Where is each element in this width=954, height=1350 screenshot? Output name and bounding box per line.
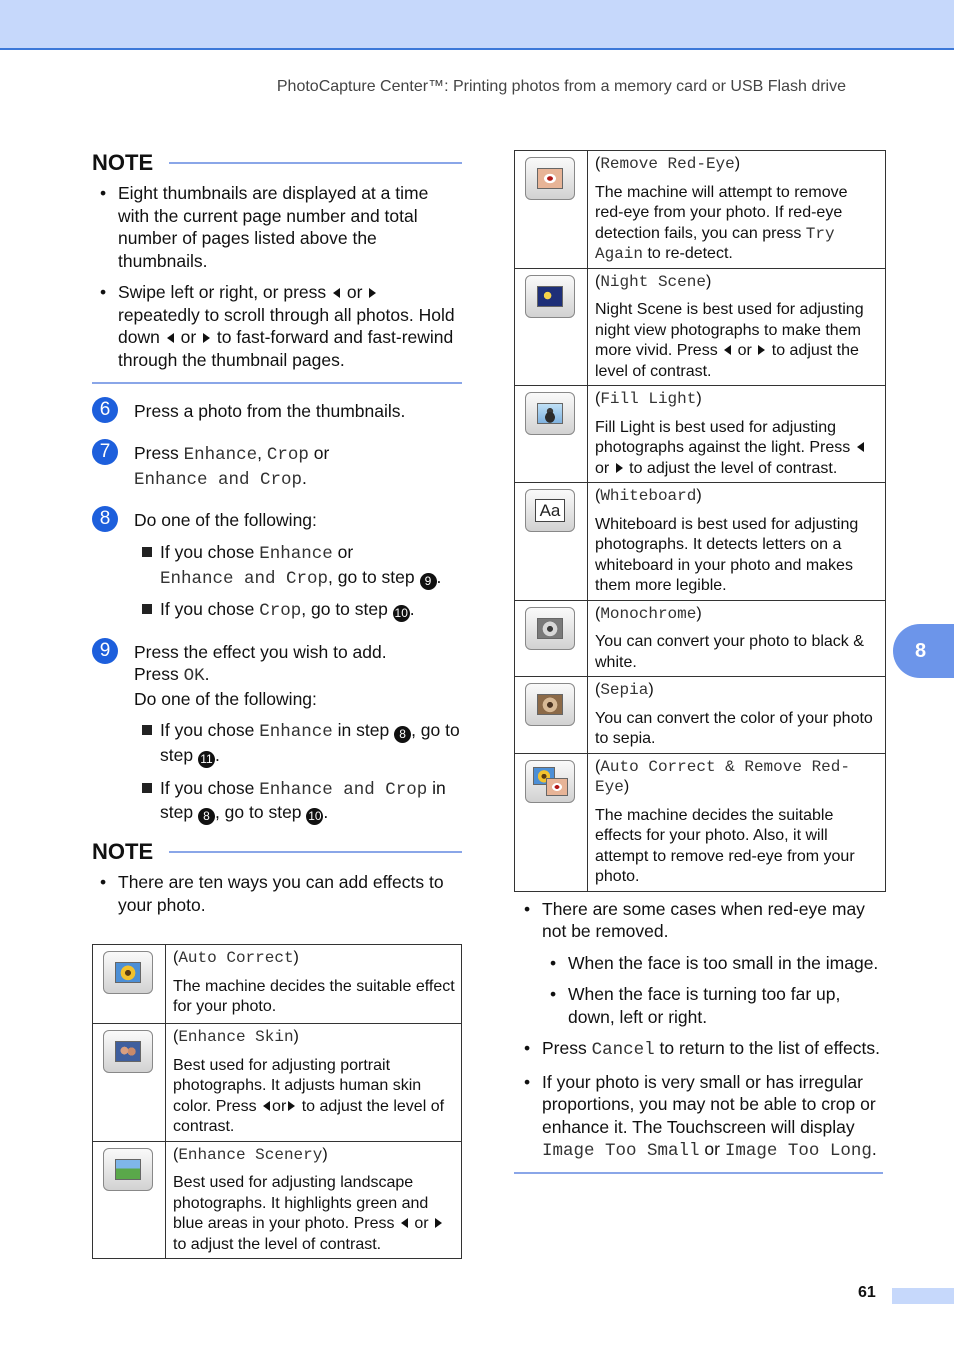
effect-description: (Fill Light) Fill Light is best used for adjusting photographs against the light. Press or to adjust the level of contrast.: [588, 386, 886, 483]
right-arrow-icon: [369, 288, 376, 298]
effect-icon-cell: [515, 268, 588, 386]
note-bullets: [516, 1037, 886, 1163]
note-heading: [92, 150, 462, 176]
effect-icon-cell: [93, 1141, 166, 1259]
note-bullets: [92, 182, 462, 371]
left-arrow-icon: [724, 345, 731, 355]
step-7: [92, 442, 462, 491]
effect-description: (Enhance Skin) Best used for adjusting portrait photographs. It adjusts human skin color. Press or to adjust the level of contrast.: [166, 1024, 462, 1142]
step-8: [92, 509, 462, 532]
step-number: 9: [92, 638, 118, 664]
effect-icon-cell: [515, 677, 588, 754]
list-item: If you chose Crop, go to step 10 .: [140, 598, 462, 623]
right-column: [514, 150, 886, 1174]
note-title: NOTE: [92, 150, 154, 175]
effect-icon-cell: [515, 753, 588, 891]
chapter-tab: 8: [893, 624, 954, 678]
step-text: Press the effect you wish to add. Press OK. Do one of the following:: [134, 641, 387, 709]
note-title: NOTE: [92, 839, 154, 864]
effect-description: (Sepia) You can convert the color of your photo to sepia.: [588, 677, 886, 754]
table-row: [515, 600, 886, 677]
note-bullets: [92, 871, 462, 916]
effect-description: (Night Scene) Night Scene is best used for adjusting night view photographs to make them more vivid. Press or to adjust the level of contrast.: [588, 268, 886, 386]
table-row: [515, 483, 886, 601]
effect-icon-cell: [515, 483, 588, 601]
step-9-options: [140, 719, 462, 825]
list-item: If you chose Enhance in step 8 , go to step 11 .: [140, 719, 462, 768]
note-heading: [92, 839, 462, 865]
fill-light-icon: [525, 392, 575, 435]
effect-description: (Whiteboard) Whiteboard is best used for adjusting photographs. It detects letters on a whiteboard in your photo and makes them more legible.: [588, 483, 886, 601]
list-item: • If your photo is very small or has irregular proportions, you may not be able to crop or enhance it. The Touchscreen will display Image Too Small or Image Too Long.: [516, 1071, 886, 1163]
list-item: If you chose Enhance and Crop in step 8 , go to step 10 .: [140, 777, 462, 826]
left-arrow-icon: [401, 1218, 408, 1228]
step-ref: 9: [420, 573, 437, 590]
step-text: Do one of the following:: [134, 510, 317, 530]
effect-name: Enhance Skin: [178, 1028, 294, 1046]
step-ref: 8: [198, 808, 215, 825]
right-arrow-icon: [758, 345, 765, 355]
list-item: If you chose Enhance or Enhance and Crop, go to step 9 .: [140, 541, 462, 590]
page-number: 61: [858, 1284, 876, 1301]
table-row: [515, 677, 886, 754]
table-row: [93, 945, 462, 1024]
table-row: [515, 386, 886, 483]
effect-description: (Monochrome) You can convert your photo to black & white.: [588, 600, 886, 677]
right-arrow-icon: [435, 1218, 442, 1228]
step-number: 7: [92, 439, 118, 465]
step-ref: 8: [394, 726, 411, 743]
left-arrow-icon: [857, 442, 864, 452]
auto-correct-red-eye-icon: [525, 760, 575, 803]
monochrome-icon: [525, 607, 575, 650]
step-ref: 10: [308, 809, 322, 823]
sub-bullets: [516, 952, 886, 1029]
effect-name: Monochrome: [600, 604, 697, 623]
step-ref: 11: [198, 751, 215, 768]
left-column: [92, 150, 462, 1259]
right-arrow-icon: [616, 463, 623, 473]
list-item: • When the face is too small in the image.: [516, 952, 886, 975]
effect-name: Night Scene: [600, 272, 706, 291]
night-scene-icon: [525, 275, 575, 318]
table-row: [93, 1024, 462, 1142]
step-number: 6: [92, 397, 118, 423]
effect-icon-cell: [93, 1024, 166, 1142]
list-item: • There are some cases when red-eye may not be removed.: [516, 898, 886, 943]
note-rule: [169, 162, 462, 164]
effect-name: Auto Correct: [178, 949, 294, 967]
effect-description: (Enhance Scenery) Best used for adjusting landscape photographs. It highlights green and blue areas in your photo. Press or to adjust the level of contrast.: [166, 1141, 462, 1259]
list-item: • When the face is turning too far up, down, left or right.: [516, 983, 886, 1028]
note-end-rule: [92, 382, 462, 384]
portrait-icon: [103, 1030, 153, 1073]
table-row: [515, 268, 886, 386]
effects-table: [92, 944, 462, 1259]
effect-name: Remove Red-Eye: [600, 155, 735, 173]
list-item: • Press Cancel to return to the list of effects.: [516, 1037, 886, 1062]
effect-description: (Remove Red-Eye) The machine will attempt to remove red-eye from your photo. If red-eye detection fails, you can press Try Again to re-detect.: [588, 151, 886, 269]
effect-description: (Auto Correct & Remove Red-Eye) The machine decides the suitable effects for your photo. Also, it will attempt to remove red-eye from your photo.: [588, 753, 886, 891]
table-row: [515, 151, 886, 269]
list-item: • There are ten ways you can add effects to your photo.: [92, 871, 462, 916]
effect-icon-cell: [515, 151, 588, 269]
note-rule: [169, 851, 462, 853]
right-arrow-icon: [288, 1101, 295, 1111]
note-end-rule: [514, 1172, 883, 1174]
red-eye-icon: [525, 157, 575, 200]
step-number: 8: [92, 506, 118, 532]
step-text: Press Enhance, Crop or Enhance and Crop.: [134, 443, 330, 490]
landscape-icon: [103, 1148, 153, 1191]
table-row: [515, 753, 886, 891]
page-number-bar: [892, 1288, 954, 1304]
step-text: Press a photo from the thumbnails.: [134, 401, 406, 421]
effect-name: Sepia: [600, 681, 649, 699]
note-bullets: [516, 898, 886, 943]
left-arrow-icon: [167, 333, 174, 343]
effect-name: Fill Light: [600, 390, 697, 408]
top-color-band: [0, 0, 954, 50]
step-8-options: [140, 541, 462, 623]
sunflower-icon: [103, 951, 153, 994]
step-ref: 10: [394, 606, 408, 620]
effects-table: [514, 150, 886, 892]
effect-name: Whiteboard: [600, 487, 697, 505]
effect-icon-cell: [93, 945, 166, 1024]
effect-icon-cell: [515, 600, 588, 677]
table-row: [93, 1141, 462, 1259]
list-item: • Eight thumbnails are displayed at a time with the current page number and total number of pages listed above the thumbnails.: [92, 182, 462, 272]
step-9: [92, 641, 462, 711]
running-header: PhotoCapture Center™: Printing photos from a memory card or USB Flash drive: [276, 78, 846, 95]
sepia-icon: [525, 683, 575, 726]
effect-name: Enhance Scenery: [178, 1145, 323, 1164]
left-arrow-icon: [263, 1101, 270, 1111]
effect-name: Auto Correct & Remove Red-Eye: [595, 757, 850, 796]
right-arrow-icon: [203, 333, 210, 343]
left-arrow-icon: [333, 288, 340, 298]
effect-description: (Auto Correct) The machine decides the suitable effect for your photo.: [166, 945, 462, 1024]
step-6: [92, 400, 462, 423]
whiteboard-icon: Aa: [525, 489, 575, 532]
effect-icon-cell: [515, 386, 588, 483]
list-item: • Swipe left or right, or press or repeatedly to scroll through all photos. Hold down or to fast-forward and fast-rewind through the thumbnail pages.: [92, 281, 462, 371]
